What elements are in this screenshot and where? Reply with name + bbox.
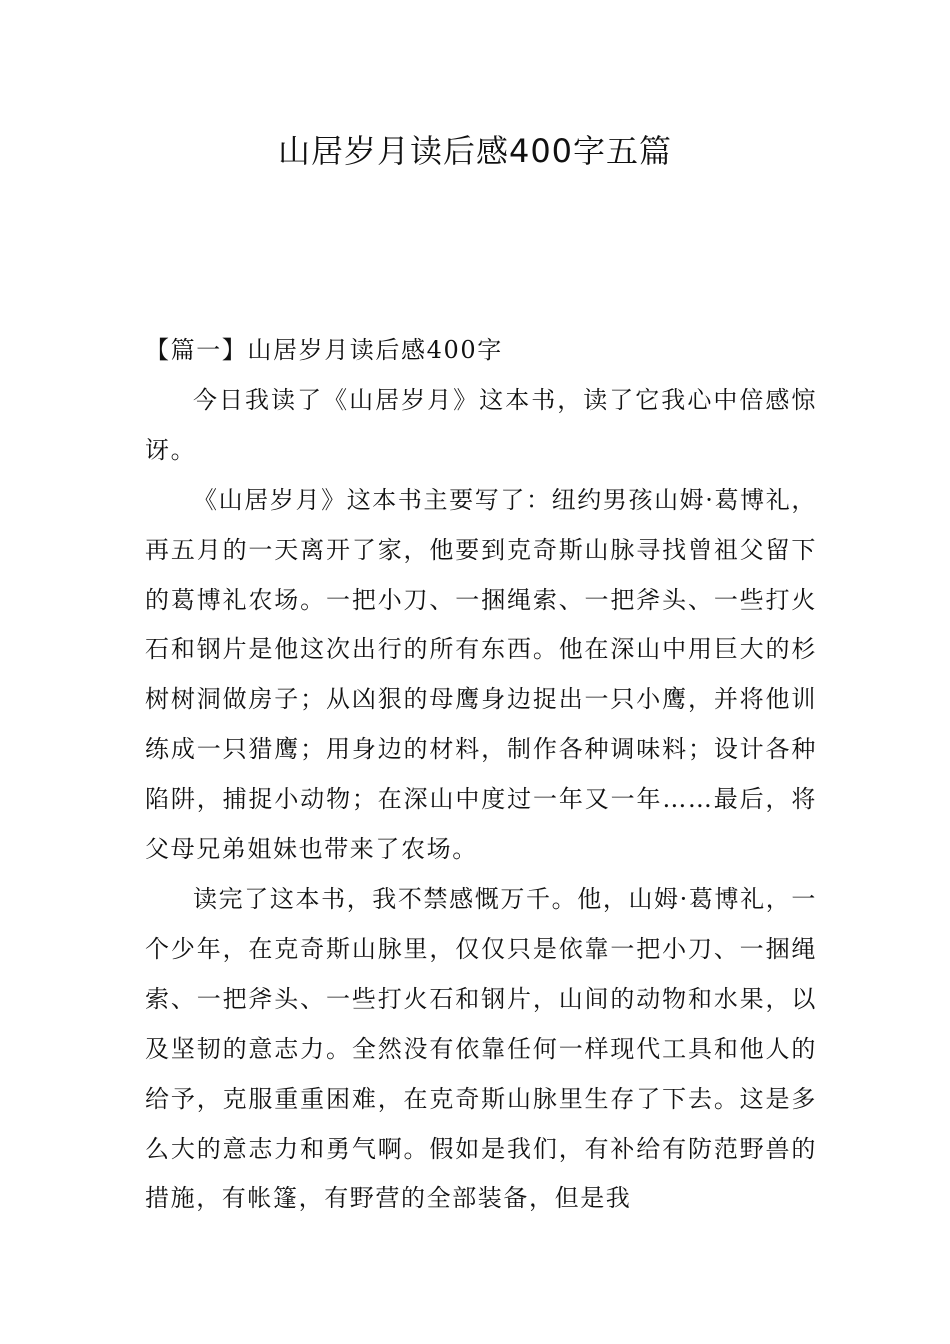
document-body — [145, 326, 817, 1226]
document-title: 山居岁月读后感400字五篇 — [277, 132, 673, 170]
paragraph-1: 今日我读了《山居岁月》这本书，读了它我心中倍感惊讶。 — [145, 385, 817, 464]
section-heading: 【篇一】山居岁月读后感400字 — [145, 336, 503, 364]
paragraph-3: 读完了这本书，我不禁感慨万千。他，山姆·葛博礼，一个少年，在克奇斯山脉里，仅仅只是依靠一把小刀、一捆绳索、一把斧头、一些打火石和钢片，山间的动物和水果，以及坚韧的意志力。全然没有依靠任何一样现代工具和他人的给予，克服重重困难，在克奇斯山脉里生存了下去。这是多么大的意志力和勇气啊。假如是我们，有补给有防范野兽的措施，有帐篷，有野营的全部装备，但是我 — [145, 884, 817, 1213]
paragraph-2: 《山居岁月》这本书主要写了：纽约男孩山姆·葛博礼，再五月的一天离开了家，他要到克奇斯山脉寻找曾祖父留下的葛博礼农场。一把小刀、一捆绳索、一把斧头、一些打火石和钢片是他这次出行的所有东西。他在深山中用巨大的杉树树洞做房子；从凶狠的母鹰身边捉出一只小鹰，并将他训练成一只猎鹰；用身边的材料，制作各种调味料；设计各种陷阱，捕捉小动物；在深山中度过一年又一年……最后，将父母兄弟姐妹也带来了农场。 — [145, 485, 817, 864]
